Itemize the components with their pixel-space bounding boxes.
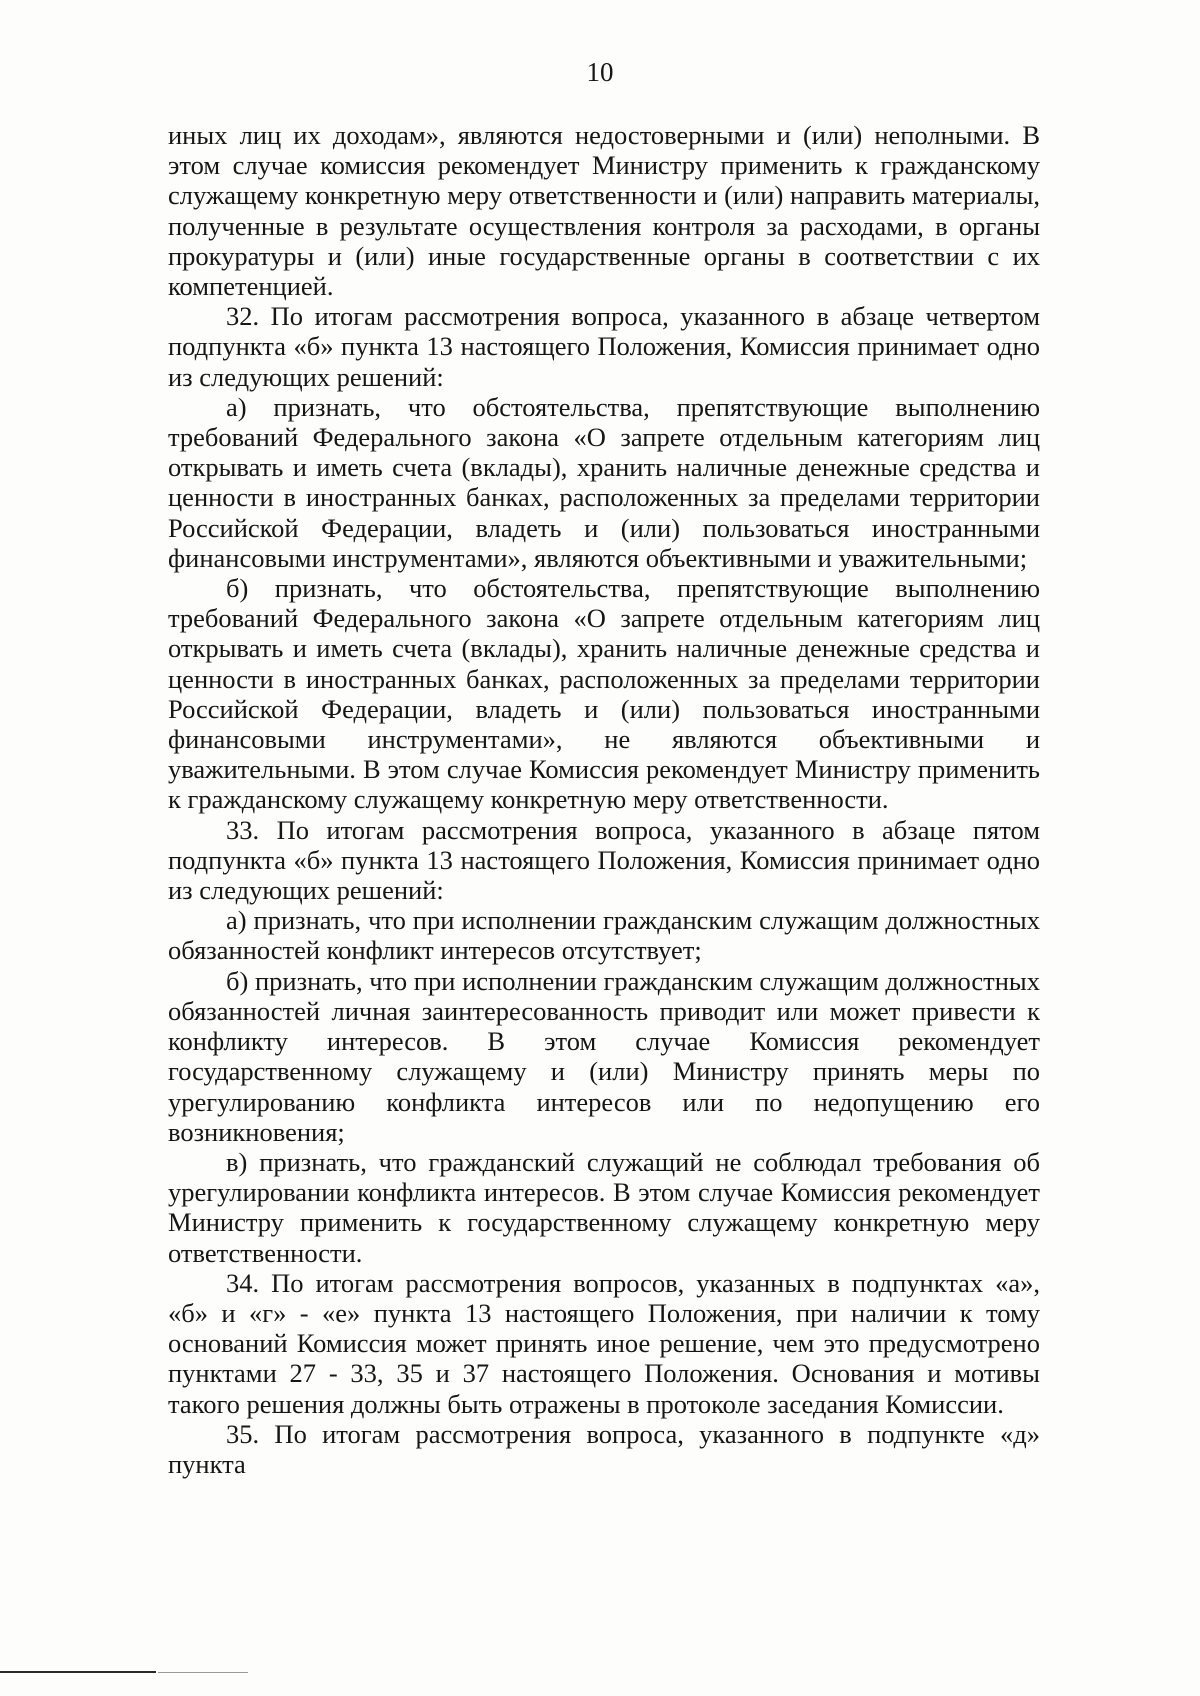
- paragraph-clause-33-b: б) признать, что при исполнении гражданским служащим должностных обязанностей личная заинтересованность приводит или может привести к конфликту интересов. В этом случае Комиссия рекомендует государственному служащему и (или) Министру принять меры по урегулированию конфликта интересов или по недопущению его возникновения;: [168, 965, 1040, 1147]
- page-number: 10: [586, 57, 614, 87]
- document-body: [168, 120, 1040, 1479]
- paragraph-clause-35-start: 35. По итогам рассмотрения вопроса, указанного в подпункте «д» пункта: [168, 1418, 1040, 1479]
- paragraph-clause-32-a: а) признать, что обстоятельства, препятствующие выполнению требований Федерального закона «О запрете отдельным категориям лиц открывать и иметь счета (вклады), хранить наличные денежные средства и ценности в иностранных банках, расположенных за пределами территории Российской Федерации, владеть и (или) пользоваться иностранными финансовыми инструментами», являются объективными и уважительными;: [168, 391, 1040, 573]
- paragraph-clause-34: 34. По итогам рассмотрения вопросов, указанных в подпунктах «а», «б» и «г» - «е» пункта 13 настоящего Положения, при наличии к тому оснований Комиссия может принять иное решение, чем это предусмотрено пунктами 27 - 33, 35 и 37 настоящего Положения. Основания и мотивы такого решения должны быть отражены в протоколе заседания Комиссии.: [168, 1267, 1040, 1419]
- paragraph-clause-33-v: в) признать, что гражданский служащий не соблюдал требования об урегулировании конфликта интересов. В этом случае Комиссия рекомендует Министру применить к государственному служащему конкретную меру ответственности.: [168, 1146, 1040, 1268]
- paragraph-clause-32: 32. По итогам рассмотрения вопроса, указанного в абзаце четвертом подпункта «б» пункта 13 настоящего Положения, Комиссия принимает одно из следующих решений:: [168, 301, 1040, 392]
- paragraph-clause-33-a: а) признать, что при исполнении гражданским служащим должностных обязанностей конфликт интересов отсутствует;: [168, 905, 1040, 966]
- paragraph-clause-32-b: б) признать, что обстоятельства, препятствующие выполнению требований Федерального закона «О запрете отдельным категориям лиц открывать и иметь счета (вклады), хранить наличные денежные средства и ценности в иностранных банках, расположенных за пределами территории Российской Федерации, владеть и (или) пользоваться иностранными финансовыми инструментами», не являются объективными и уважительными. В этом случае Комиссия рекомендует Министру применить к гражданскому служащему конкретную меру ответственности.: [168, 573, 1040, 815]
- paragraph-clause-33: 33. По итогам рассмотрения вопроса, указанного в абзаце пятом подпункта «б» пункта 13 настоящего Положения, Комиссия принимает одно из следующих решений:: [168, 814, 1040, 906]
- scan-edge-rule: [0, 1671, 156, 1673]
- scan-edge-rule-faint: [158, 1672, 248, 1673]
- paragraph-continuation: иных лиц их доходам», являются недостоверными и (или) неполными. В этом случае комиссия рекомендует Министру применить к гражданскому служащему конкретную меру ответственности и (или) направить материалы, полученные в результате осуществления контроля за расходами, в органы прокуратуры и (или) иные государственные органы в соответствии с их компетенцией.: [168, 120, 1040, 302]
